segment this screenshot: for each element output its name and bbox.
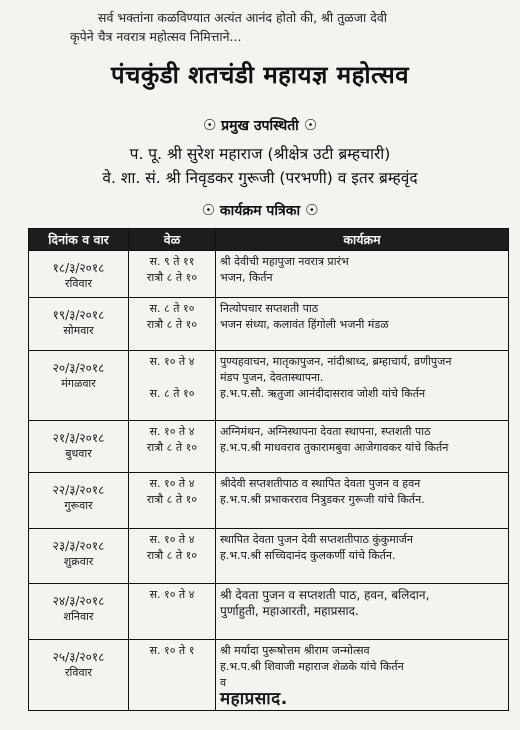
intro-text <box>70 8 510 46</box>
event-line: श्री देवता पुजन व सप्तशती पाठ, हवन, बलिदान, <box>220 588 430 602</box>
date: २२/३/२०१८ <box>52 483 105 497</box>
time-cell <box>129 473 216 529</box>
weekday: शनिवार <box>63 610 94 623</box>
weekday: गुरूवार <box>64 499 93 512</box>
program-cell <box>216 251 509 298</box>
program-cell <box>216 584 509 640</box>
date: २४/३/२०१८ <box>52 594 105 608</box>
event-line: श्रीदेवी सप्तशतीपाठ व स्थापित देवता पुजन व हवन <box>220 477 421 490</box>
table-row <box>29 298 509 351</box>
guest-line-2: वे. शा. सं. श्री निवृडकर गुरूजी (परभणी) व इतर ब्रम्हवृंद <box>102 169 418 187</box>
weekday: मंगळवार <box>61 377 96 390</box>
date: २३/३/२०१८ <box>52 539 105 553</box>
closing-prefix: व <box>220 676 227 689</box>
intro-line-2: कृपेने चैत्र नवरात्र महोत्सव निमित्ताने... <box>70 29 242 44</box>
time-slot: स. १० ते ४ <box>149 477 195 490</box>
time-slot: रात्रौ ८ ते १० <box>146 549 198 562</box>
date-cell <box>29 640 129 711</box>
date-cell <box>29 421 129 473</box>
table-row <box>29 473 509 529</box>
time-cell <box>129 584 216 640</box>
date: १८/३/२०१८ <box>52 261 105 275</box>
event-line: ह.भ.प.श्री माधवराव तुकारामबुवा आजेगावकर यांचे किर्तन <box>220 441 449 454</box>
event-line: ह.भ.प.सौ. ऋतुजा आनंदीदासराव जोशी यांचे किर्तन <box>220 387 426 400</box>
event-line: मंडप पुजन, देवतास्थापना. <box>220 371 324 384</box>
program-cell <box>216 351 509 421</box>
weekday: रविवार <box>65 666 92 679</box>
event-line: श्री देवीची महापुजा नवरात्र प्रारंभ <box>220 255 349 268</box>
ornament-icon: ☉ <box>304 201 319 219</box>
table-row <box>29 640 509 711</box>
weekday: बुधवार <box>65 447 92 460</box>
date: १९/३/२०१८ <box>52 308 105 322</box>
time-slot: स. १० ते ४ <box>149 588 195 601</box>
time-slot: स. १० ते १ <box>149 644 195 657</box>
event-line: श्री मर्यादा पुरूषोत्तम श्रीराम जन्मोत्सव <box>220 644 370 657</box>
time-cell <box>129 251 216 298</box>
weekday: रविवार <box>65 277 92 290</box>
ornament-icon: ☉ <box>202 116 217 134</box>
event-line: ह.भ.प.श्री शिवाजी महाराज शेळके यांचे किर्तन <box>220 660 404 673</box>
date-cell <box>29 298 129 351</box>
time-cell <box>129 529 216 584</box>
program-cell <box>216 421 509 473</box>
table-row <box>29 529 509 584</box>
event-line: पुण्यहवाचन, मातृकापुजन, नांदीश्राध्द, ब्रम्हाचार्य, व्रणीपुजन <box>220 355 452 368</box>
time-cell <box>129 421 216 473</box>
date-cell <box>29 351 129 421</box>
closing-line <box>220 675 504 707</box>
table-header-row <box>29 229 509 251</box>
program-cell <box>216 298 509 351</box>
date: २१/३/२०१८ <box>52 431 105 445</box>
program-cell <box>216 529 509 584</box>
page-title: पंचकुंडी शतचंडी महायज्ञ महोत्सव <box>110 61 410 89</box>
event-line: नित्योपचार सप्तशती पाठ <box>220 302 319 315</box>
date: २५/३/२०१८ <box>52 650 105 664</box>
program-heading-text: कार्यक्रम पत्रिका <box>219 203 301 219</box>
event-line: ह.भ.प.श्री सच्चिदानंद कुलकर्णी यांचे किर्तन. <box>220 549 396 562</box>
time-cell <box>129 298 216 351</box>
event-line: भजन, किर्तन <box>220 271 273 284</box>
program-table <box>28 228 509 711</box>
event-line: स्थापित देवता पुजन देवी सप्तशतीपाठ कुंकुमार्जन <box>220 533 413 546</box>
date: २०/३/२०१८ <box>52 361 105 375</box>
time-slot: स. १० ते ४ <box>149 425 195 438</box>
program-cell <box>216 473 509 529</box>
time-cell <box>129 640 216 711</box>
program-heading <box>0 201 520 220</box>
time-slot: स. १० ते ४ <box>149 533 195 546</box>
weekday: सोमवार <box>63 324 94 337</box>
time-slot: स. १० ते ४ <box>149 355 195 368</box>
time-slot: रात्रौ ८ ते १० <box>146 318 198 331</box>
column-header-date: दिनांक व वार <box>29 229 129 251</box>
table-row <box>29 584 509 640</box>
ornament-icon: ☉ <box>303 116 318 134</box>
guests-heading-text: प्रमुख उपस्थिती <box>221 118 299 134</box>
program-cell <box>216 640 509 711</box>
weekday: शुक्रवार <box>63 555 94 568</box>
time-slot: स. ८ ते १० <box>149 302 195 315</box>
time-cell <box>129 351 216 421</box>
time-slot: रात्रौ ८ ते १० <box>146 271 198 284</box>
time-slot: स. ८ ते १० <box>149 387 195 400</box>
closing-text: महाप्रसाद. <box>220 689 288 709</box>
date-cell <box>29 473 129 529</box>
time-slot: स. ९ ते ११ <box>149 255 195 268</box>
table-row <box>29 251 509 298</box>
column-header-time: वेळ <box>129 229 216 251</box>
ornament-icon: ☉ <box>201 201 216 219</box>
column-header-program: कार्यक्रम <box>216 229 509 251</box>
event-line: भजन संध्या, कलावंत हिंगोली भजनी मंडळ <box>220 318 389 331</box>
date-cell <box>29 251 129 298</box>
event-line: ह.भ.प.श्री प्रभाकरराव नित्रुडकर गुरूजी यांचे किर्तन. <box>220 493 425 506</box>
time-slot: रात्रौ ८ ते १० <box>146 441 198 454</box>
intro-line-1: सर्व भक्तांना कळविण्यात अत्यंत आनंद होतो की, श्री तुळजा देवी <box>98 10 388 25</box>
time-slot: रात्रौ ८ ते १० <box>146 493 198 506</box>
event-line: पुर्णाहुती, महाआरती, महाप्रसाद. <box>220 604 359 618</box>
guests-heading <box>0 116 520 135</box>
event-line: अग्निमंथन, अग्निस्थापना देवता स्थापना, स्प्तशती पाठ <box>220 425 431 438</box>
guest-line-1: प. पू. श्री सुरेश महाराज (श्रीक्षेत्र उटी ब्रम्हचारी) <box>129 145 391 163</box>
date-cell <box>29 529 129 584</box>
table-row <box>29 351 509 421</box>
date-cell <box>29 584 129 640</box>
table-row <box>29 421 509 473</box>
